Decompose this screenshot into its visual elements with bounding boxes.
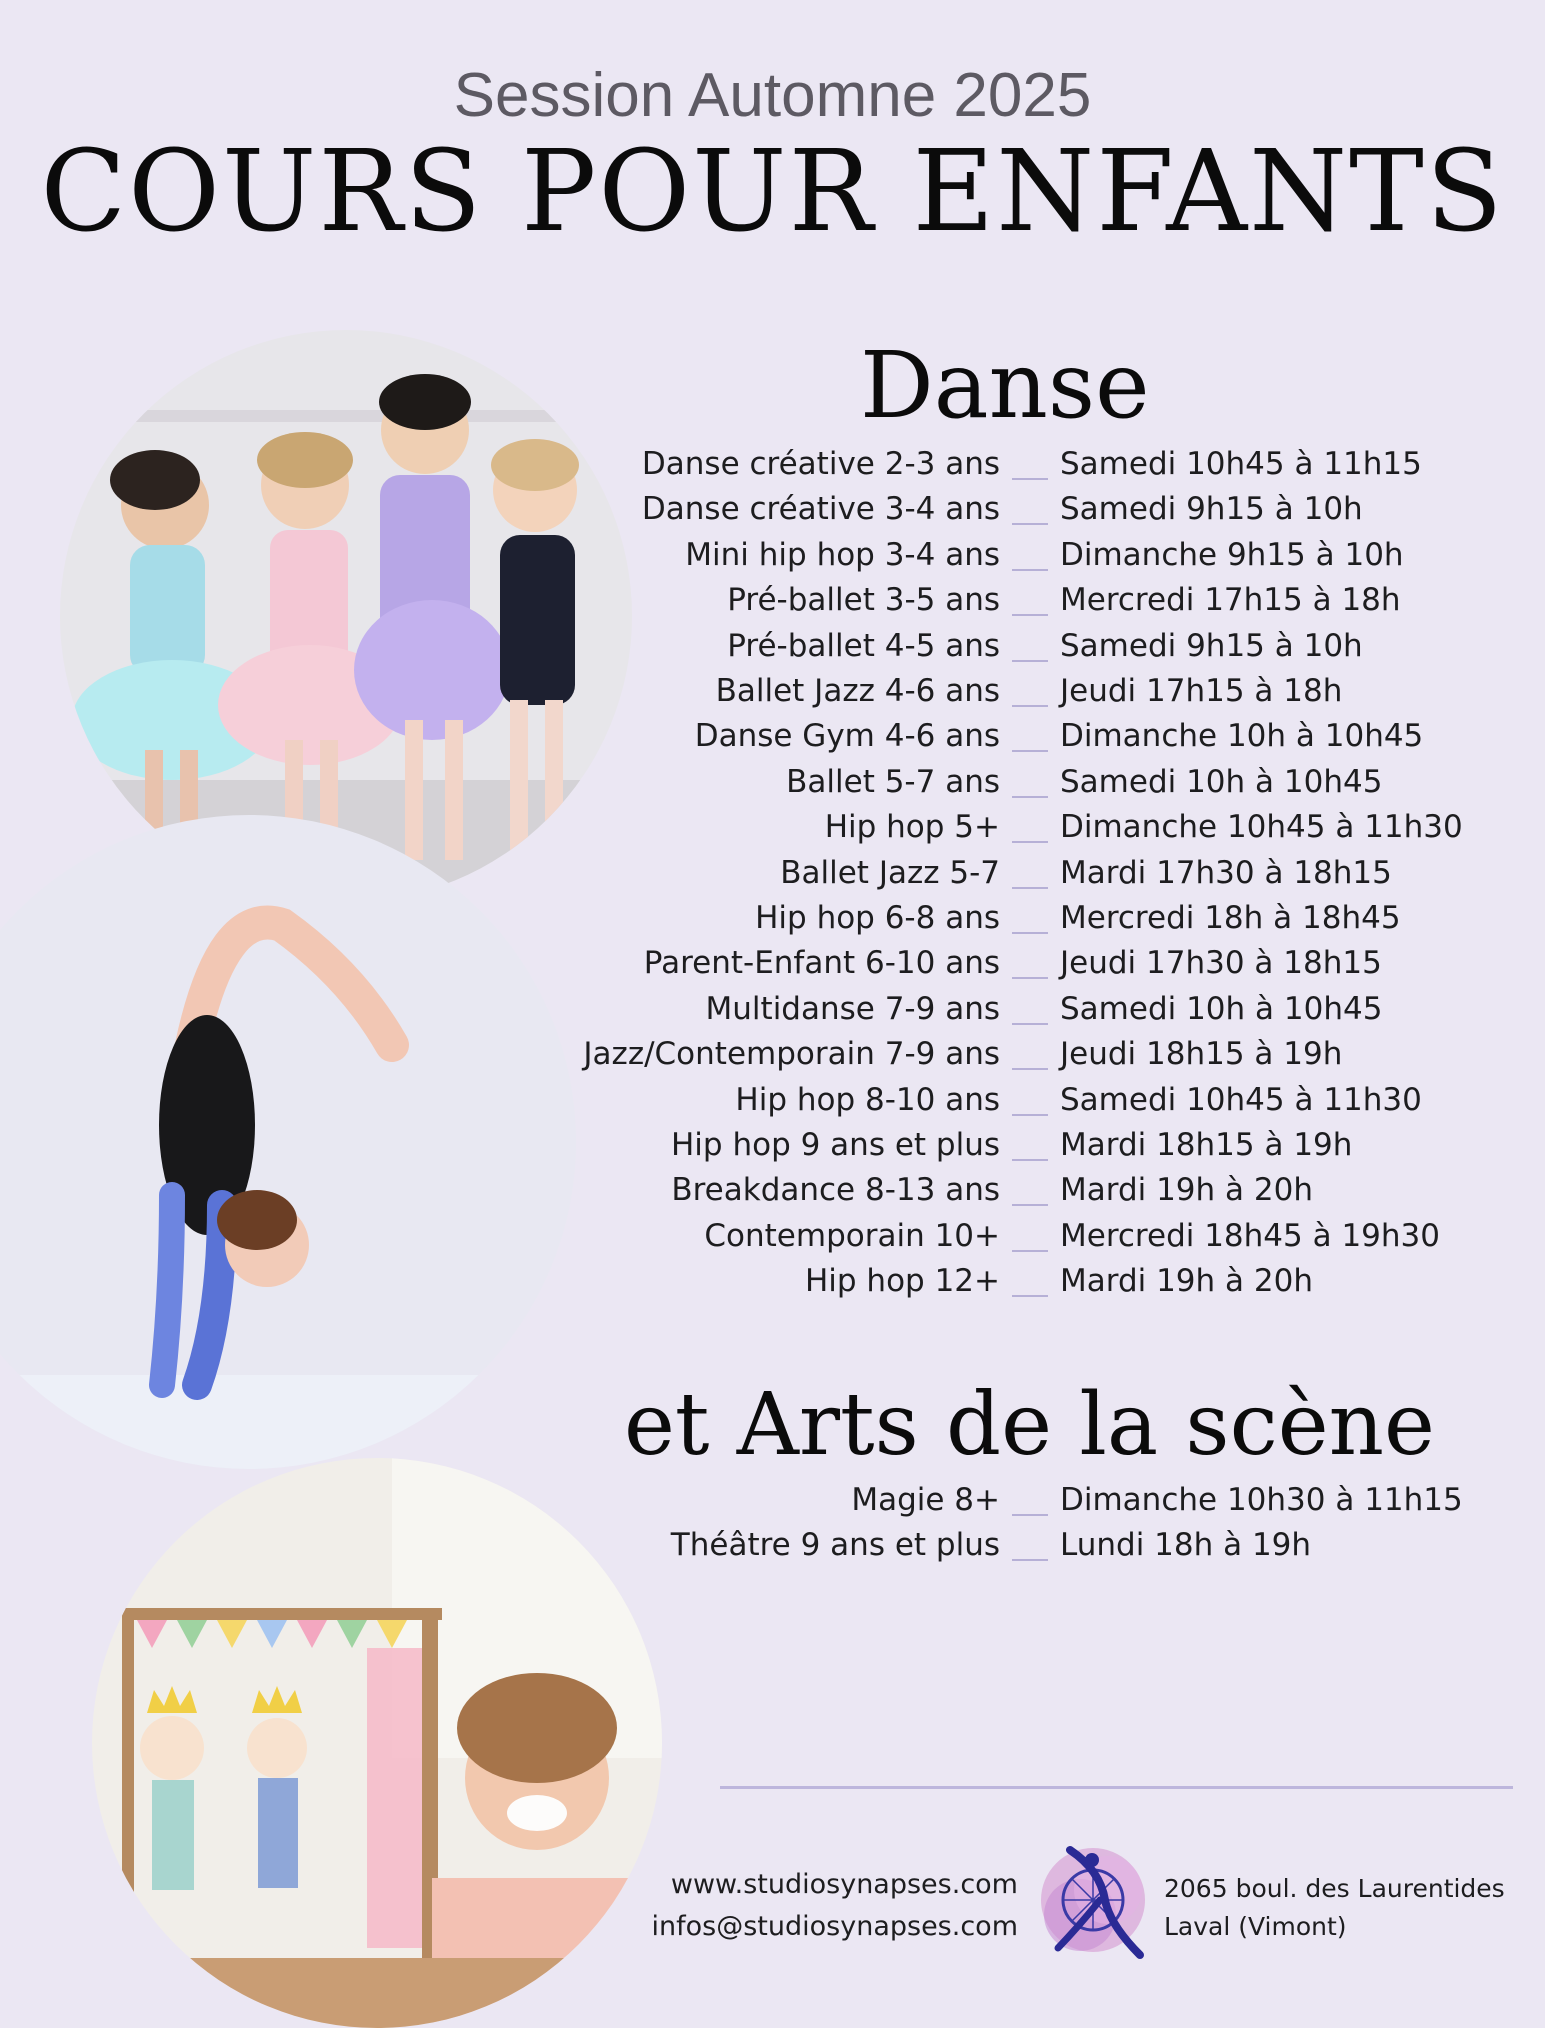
schedule-row	[0, 673, 1545, 718]
course-time: Samedi 10h à 10h45	[1060, 990, 1383, 1027]
course-name: Hip hop 9 ans et plus	[671, 1127, 1000, 1163]
course-name: Danse créative 2-3 ans	[641, 446, 1000, 482]
course-time: Mercredi 18h à 18h45	[1060, 900, 1401, 936]
schedule-row	[0, 1127, 1545, 1172]
course-time: Dimanche 9h15 à 10h	[1060, 536, 1404, 573]
schedule-row	[0, 1082, 1545, 1127]
row-separator-dash	[1012, 1559, 1048, 1561]
course-time: Mercredi 18h45 à 19h30	[1060, 1217, 1440, 1254]
course-name: Multidanse 7-9 ans	[705, 990, 1000, 1027]
session-subtitle: Session Automne 2025	[453, 61, 1092, 130]
course-time: Lundi 18h à 19h	[1060, 1527, 1312, 1563]
course-name: Pré-ballet 4-5 ans	[727, 627, 1000, 664]
schedule-row	[0, 855, 1545, 900]
course-name: Hip hop 8-10 ans	[735, 1081, 1000, 1118]
arts-heading: et Arts de la scène	[624, 1375, 1435, 1475]
row-separator-dash	[1012, 478, 1048, 480]
row-separator-dash	[1012, 1250, 1048, 1252]
row-separator-dash	[1012, 614, 1048, 616]
row-separator-dash	[1012, 705, 1048, 707]
course-name: Contemporain 10+	[704, 1217, 1000, 1254]
course-name: Ballet Jazz 5-7	[780, 854, 1000, 891]
row-separator-dash	[1012, 887, 1048, 889]
row-separator-dash	[1012, 1295, 1048, 1297]
course-time: Dimanche 10h45 à 11h30	[1060, 809, 1463, 846]
address-block	[1164, 1870, 1505, 1946]
address-line-2: Laval (Vimont)	[1164, 1912, 1347, 1941]
course-time: Samedi 9h15 à 10h	[1060, 627, 1363, 664]
row-separator-dash	[1012, 796, 1048, 798]
row-separator-dash	[1012, 841, 1048, 843]
course-name: Hip hop 5+	[824, 809, 1000, 846]
course-time: Jeudi 18h15 à 19h	[1060, 1036, 1343, 1073]
schedule-row	[0, 1527, 1545, 1572]
course-time: Mercredi 17h15 à 18h	[1060, 582, 1401, 619]
row-separator-dash	[1012, 932, 1048, 934]
schedule-row	[0, 582, 1545, 627]
row-separator-dash	[1012, 977, 1048, 979]
row-separator-dash	[1012, 750, 1048, 752]
course-name: Breakdance 8-13 ans	[671, 1172, 1000, 1209]
row-separator-dash	[1012, 1023, 1048, 1025]
website-link[interactable]: www.studiosynapses.com	[670, 1869, 1018, 1900]
course-name: Mini hip hop 3-4 ans	[685, 536, 1000, 573]
schedule-row	[0, 1172, 1545, 1217]
course-name: Théâtre 9 ans et plus	[670, 1527, 1000, 1563]
schedule-row	[0, 446, 1545, 491]
course-name: Hip hop 6-8 ans	[755, 900, 1000, 936]
schedule-row	[0, 991, 1545, 1036]
course-name: Danse Gym 4-6 ans	[694, 718, 1000, 755]
course-time: Mardi 18h15 à 19h	[1060, 1127, 1353, 1163]
schedule-row	[0, 1218, 1545, 1263]
course-time: Samedi 10h45 à 11h15	[1060, 446, 1422, 482]
course-name: Magie 8+	[851, 1482, 1000, 1518]
row-separator-dash	[1012, 1204, 1048, 1206]
footer-divider	[720, 1786, 1513, 1789]
course-time: Mardi 17h30 à 18h15	[1060, 854, 1392, 891]
schedule-row	[0, 1482, 1545, 1527]
row-separator-dash	[1012, 523, 1048, 525]
course-time: Samedi 10h à 10h45	[1060, 763, 1383, 800]
schedule-row	[0, 628, 1545, 673]
course-name: Pré-ballet 3-5 ans	[727, 582, 1000, 619]
studio-dancer-logo	[1030, 1830, 1156, 1966]
course-name: Ballet 5-7 ans	[786, 763, 1000, 800]
course-name: Hip hop 12+	[804, 1263, 1000, 1300]
page-title: COURS POUR ENFANTS	[40, 127, 1505, 257]
course-time: Jeudi 17h30 à 18h15	[1060, 945, 1382, 982]
row-separator-dash	[1012, 1068, 1048, 1070]
course-name: Jazz/Contemporain 7-9 ans	[583, 1036, 1000, 1073]
course-name: Danse créative 3-4 ans	[641, 491, 1000, 528]
course-time: Samedi 10h45 à 11h30	[1060, 1081, 1422, 1118]
schedule-row	[0, 718, 1545, 763]
course-name: Parent-Enfant 6-10 ans	[643, 945, 1000, 982]
email-link[interactable]: infos@studiosynapses.com	[651, 1911, 1018, 1942]
schedule-row	[0, 809, 1545, 854]
course-time: Jeudi 17h15 à 18h	[1060, 673, 1343, 709]
course-time: Dimanche 10h30 à 11h15	[1060, 1482, 1463, 1518]
course-name: Ballet Jazz 4-6 ans	[715, 673, 1000, 709]
schedule-row	[0, 900, 1545, 945]
row-separator-dash	[1012, 1114, 1048, 1116]
schedule-row	[0, 764, 1545, 809]
course-time: Dimanche 10h à 10h45	[1060, 718, 1424, 755]
row-separator-dash	[1012, 1514, 1048, 1516]
schedule-row	[0, 1036, 1545, 1081]
schedule-row	[0, 1263, 1545, 1308]
schedule-row	[0, 945, 1545, 990]
course-time: Samedi 9h15 à 10h	[1060, 491, 1363, 528]
schedule-row	[0, 537, 1545, 582]
danse-heading: Danse	[860, 332, 1150, 439]
schedule-row	[0, 491, 1545, 536]
course-time: Mardi 19h à 20h	[1060, 1172, 1313, 1209]
row-separator-dash	[1012, 660, 1048, 662]
row-separator-dash	[1012, 569, 1048, 571]
address-line-1: 2065 boul. des Laurentides	[1164, 1874, 1505, 1903]
course-time: Mardi 19h à 20h	[1060, 1263, 1313, 1300]
contact-block	[652, 1864, 1018, 1948]
row-separator-dash	[1012, 1159, 1048, 1161]
